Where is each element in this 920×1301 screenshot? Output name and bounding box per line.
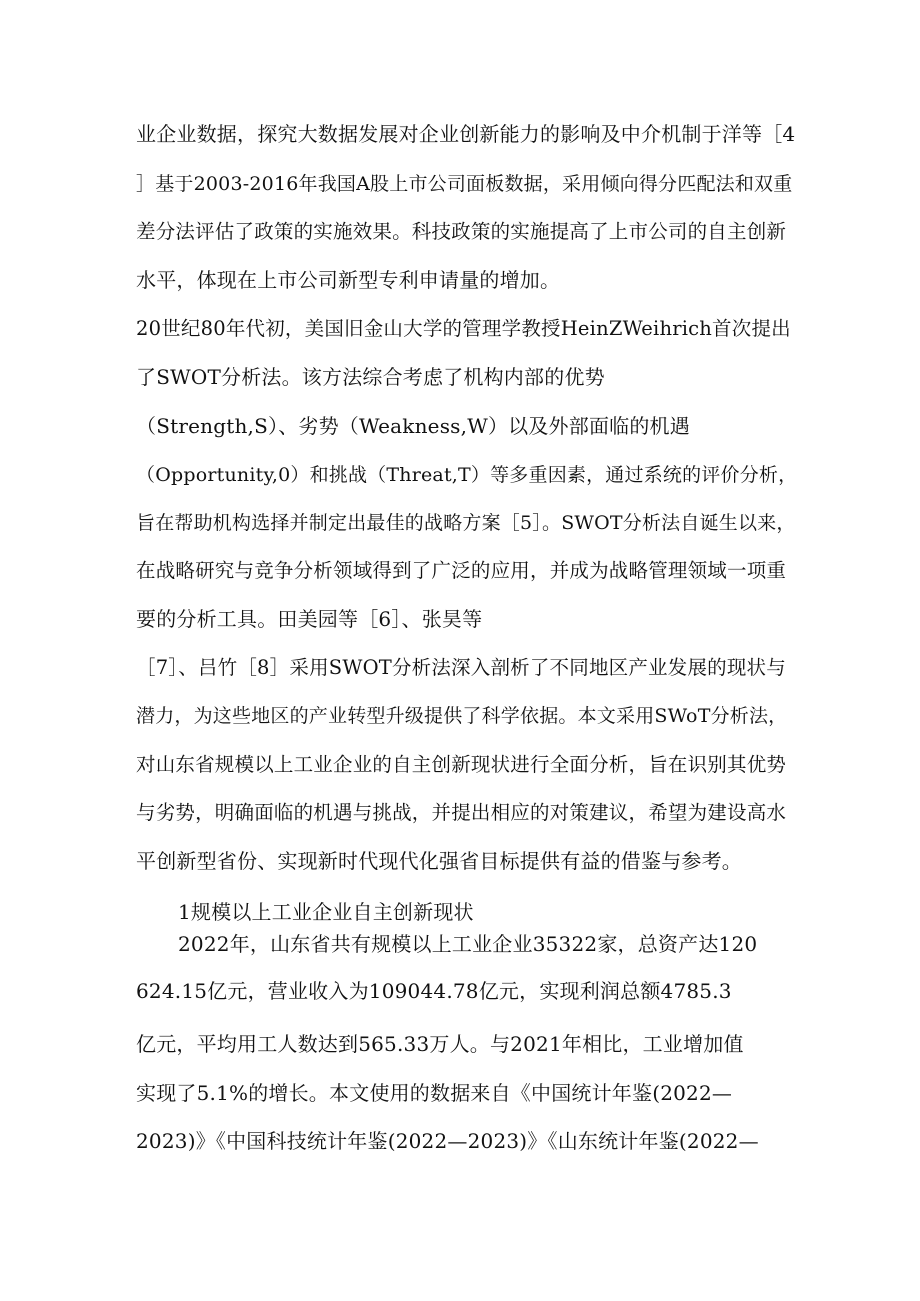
text-line-4: 水平，体现在上市公司新型专利申请量的增加。 <box>136 268 561 292</box>
text-line-1: 业企业数据，探究大数据发展对企业创新能力的影响及中介机制于洋等［4 <box>136 122 796 146</box>
text-line-12: ［7］、吕竹［8］采用SWOT分析法深入剖析了不同地区产业发展的现状与 <box>136 656 786 679</box>
text-line-16: 平创新型省份、实现新时代现代化强省目标提供有益的借鉴与参考。 <box>136 849 742 873</box>
text-line-15: 与劣势，明确面临的机遇与挑战，并提出相应的对策建议，希望为建设高水 <box>136 801 787 824</box>
text-line-18: 2022年，山东省共有规模以上工业企业35322家，总资产达120 <box>178 932 758 956</box>
text-line-5: 20世纪80年代初，美国旧金山大学的管理学教授HeinZWeihrich首次提出 <box>136 317 791 340</box>
text-line-13: 潜力，为这些地区的产业转型升级提供了科学依据。本文采用SWoT分析法， <box>136 705 788 727</box>
text-line-19: 624.15亿元，营业收入为109044.78亿元，实现利润总额4785.3 <box>136 979 732 1003</box>
text-line-7: （Strength,S）、劣势（Weakness,W）以及外部面临的机遇 <box>136 414 690 438</box>
section-heading: 1规模以上工业企业自主创新现状 <box>178 900 474 924</box>
text-line-14: 对山东省规模以上工业企业的自主创新现状进行全面分析，旨在识别其优势 <box>136 753 787 776</box>
text-line-3: 差分法评估了政策的实施效果。科技政策的实施提高了上市公司的自主创新 <box>136 220 787 243</box>
text-line-22: 2023)》《中国科技统计年鉴(2022—2023)》《山东统计年鉴(2022— <box>136 1129 759 1153</box>
text-line-20: 亿元，平均用工人数达到565.33万人。与2021年相比，工业增加值 <box>136 1032 744 1056</box>
text-line-10: 在战略研究与竞争分析领域得到了广泛的应用，并成为战略管理领域一项重 <box>136 559 787 582</box>
text-line-11: 要的分析工具。田美园等［6］、张昊等 <box>136 607 483 631</box>
text-line-8: （Opportunity,0）和挑战（Threat,T）等多重因素，通过系统的评价分析， <box>136 464 798 486</box>
text-line-21: 实现了5.1%的增长。本文使用的数据来自《中国统计年鉴(2022— <box>136 1081 733 1105</box>
text-line-6: 了SWOT分析法。该方法综合考虑了机构内部的优势 <box>136 365 605 389</box>
text-line-9: 旨在帮助机构选择并制定出最佳的战略方案［5］。SWOT分析法自诞生以来， <box>136 512 796 534</box>
text-line-2: ］基于2003-2016年我国A股上市公司面板数据，采用倾向得分匹配法和双重 <box>136 173 793 195</box>
